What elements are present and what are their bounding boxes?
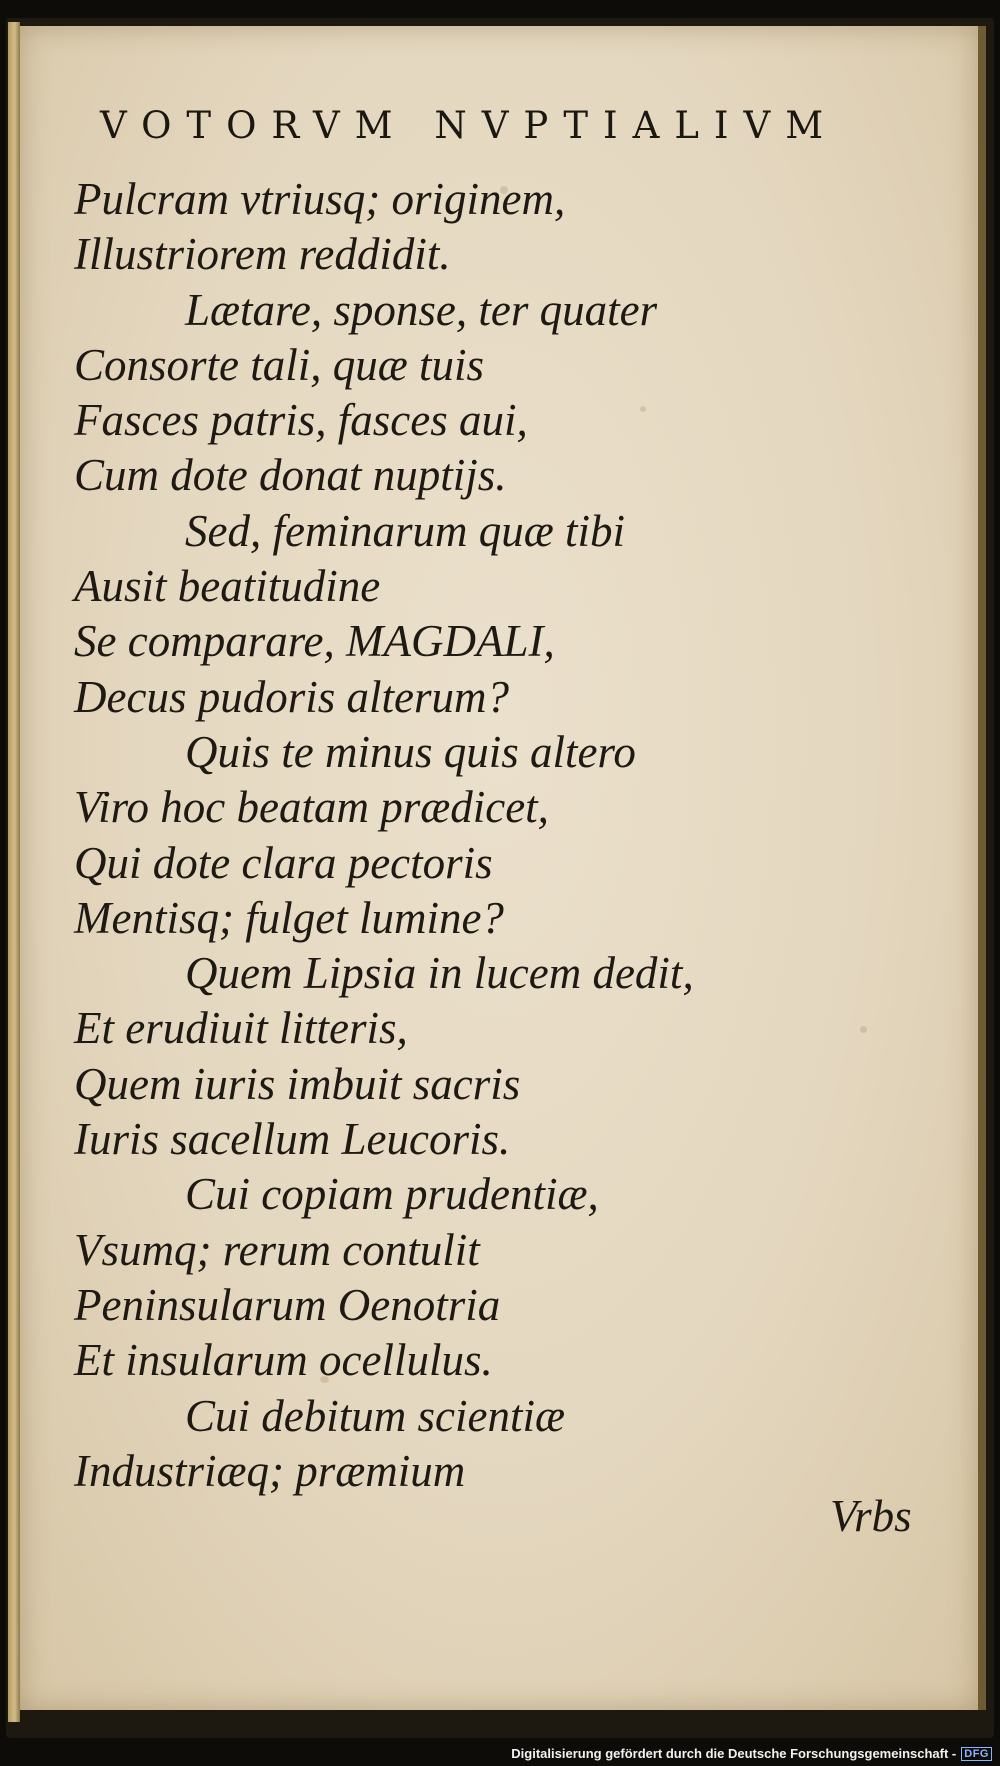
verse-line: Ausit beatitudine	[74, 561, 381, 612]
verse-line: Vsumq; rerum contulit	[74, 1224, 480, 1275]
running-head: VOTORVM NVPTIALIVM	[100, 104, 839, 147]
verse-line: Quem Lipsia in lucem dedit,	[185, 948, 694, 999]
verse-line: Cui debitum scientiæ	[185, 1390, 565, 1441]
verse-line: Quis te minus quis altero	[185, 726, 636, 777]
verse-line: Qui dote clara pectoris	[74, 837, 493, 888]
verse-line: Consorte tali, quæ tuis	[74, 339, 485, 390]
verse-line: Cui copiam prudentiæ,	[185, 1169, 599, 1220]
verse-line: Fasces patris, fasces aui,	[74, 395, 528, 446]
verse-block	[0, 172, 958, 1499]
verse-line: Lætare, sponse, ter quater	[185, 284, 658, 335]
verse-line: Et erudiuit litteris,	[74, 1003, 408, 1054]
catchword: Vrbs	[830, 1491, 912, 1541]
verse-line: Quem iuris imbuit sacris	[74, 1058, 521, 1109]
verse-line: Viro hoc beatam prædicet,	[74, 782, 549, 833]
verse-line: Peninsularum Oenotria	[74, 1279, 501, 1330]
verse-line: Decus pudoris alterum?	[74, 671, 509, 722]
verse-line: Mentisq; fulget lumine?	[74, 892, 504, 943]
verse-line: Cum dote donat nuptijs.	[74, 450, 507, 501]
verse-line: Et insularum ocellulus.	[74, 1335, 493, 1386]
verse-line: Sed, feminarum quæ tibi	[185, 505, 625, 556]
verse-line: Se comparare, MAGDALI,	[74, 616, 555, 667]
verse-line: Iuris sacellum Leucoris.	[74, 1114, 511, 1165]
verse-line: Pulcram vtriusq; originem,	[74, 174, 566, 224]
credit-text: Digitalisierung gefördert durch die Deutsche Forschungsgemeinschaft -	[511, 1746, 957, 1761]
verse-line: Industriæq; præmium	[74, 1445, 466, 1496]
dfg-logo: DFG	[961, 1747, 992, 1761]
verse-line: Illustriorem reddidit.	[74, 229, 451, 280]
digitization-credit	[511, 1746, 992, 1761]
